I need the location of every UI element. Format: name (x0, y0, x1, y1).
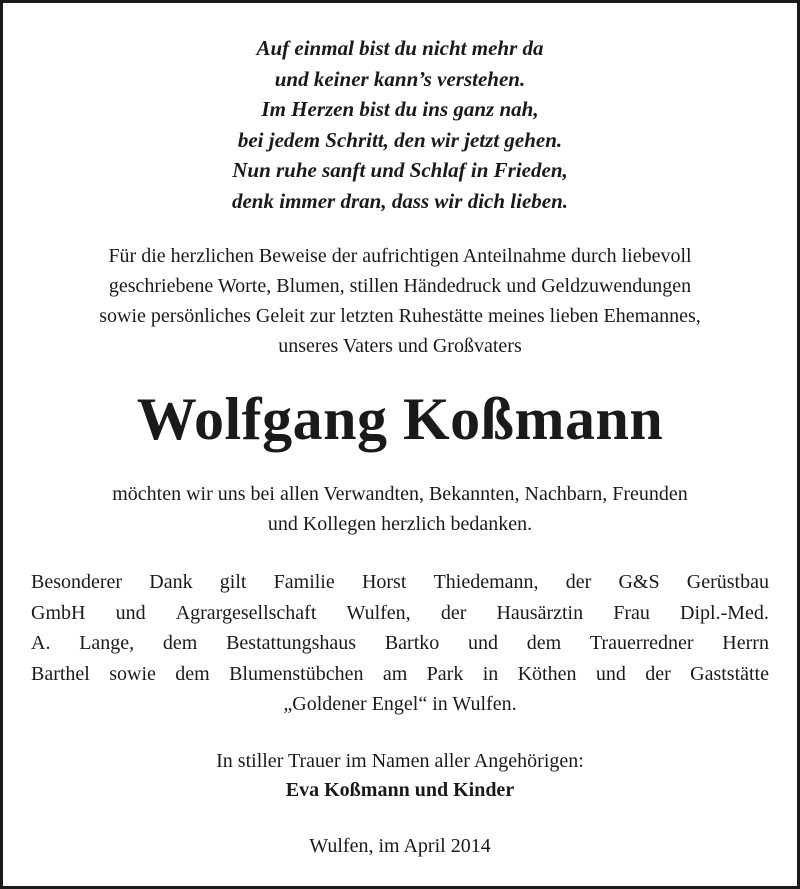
intro-line: Für die herzlichen Beweise der aufrichtigen Anteilnahme durch liebevoll (108, 245, 692, 267)
word: Wulfen, (346, 601, 411, 624)
signature: Eva Koßmann und Kinder (285, 779, 515, 801)
word: Trauerredner (589, 632, 694, 654)
word: A. (31, 632, 51, 654)
special-thanks (31, 567, 769, 720)
poem (3, 33, 797, 216)
word: Thiedemann, (433, 571, 539, 593)
mourning-line: In stiller Trauer im Namen aller Angehörigen: (216, 750, 584, 772)
special-line (31, 659, 769, 690)
word: Familie (273, 571, 335, 593)
word: Köthen (517, 662, 577, 685)
deceased-name: Wolfgang Koßmann (136, 386, 664, 452)
special-line (31, 598, 769, 629)
word: Besonderer (31, 571, 123, 593)
intro-line: sowie persönliches Geleit zur letzten Ruhestätte meines lieben Ehemannes, (99, 305, 701, 327)
word: Gerüstbau (686, 571, 769, 593)
word: Blumenstübchen (229, 662, 364, 685)
special-line (31, 628, 769, 659)
word: und (467, 632, 498, 654)
word: Park (426, 662, 464, 685)
word: und (115, 601, 146, 624)
poem-line: bei jedem Schritt, den wir jetzt gehen. (237, 127, 563, 152)
word: der (440, 601, 467, 624)
word: in (482, 662, 499, 685)
thanks-line: möchten wir uns bei allen Verwandten, Bekannten, Nachbarn, Freunden (112, 483, 688, 505)
poem-line: denk immer dran, dass wir dich lieben. (231, 188, 569, 213)
word: gilt (219, 571, 247, 593)
word: dem (162, 632, 198, 654)
word: dem (175, 662, 210, 685)
thanks-text (3, 479, 797, 539)
poem-line: Auf einmal bist du nicht mehr da (256, 36, 544, 60)
word: Lange, (79, 632, 135, 654)
word: Dipl.-Med. (680, 601, 769, 624)
thanks-line: und Kollegen herzlich bedanken. (267, 513, 533, 535)
word: Bestattungshaus (226, 632, 357, 654)
word: sowie (109, 662, 156, 685)
word: Herrn (722, 632, 769, 654)
word: GmbH (31, 601, 86, 624)
word: G&S (618, 571, 660, 593)
word: am (382, 662, 408, 685)
mourning-block (3, 747, 797, 805)
special-line-last: „Goldener Engel“ in Wulfen. (283, 693, 517, 715)
place-date: Wulfen, im April 2014 (309, 835, 491, 857)
word: Frau (613, 601, 650, 624)
word: Barthel (31, 662, 90, 685)
word: der (645, 662, 671, 685)
word: der (565, 571, 592, 593)
poem-line: Im Herzen bist du ins ganz nah, (261, 97, 539, 121)
word: Dank (149, 571, 193, 593)
intro-line: unseres Vaters und Großvaters (278, 335, 522, 357)
poem-line: Nun ruhe sanft und Schlaf in Frieden, (232, 158, 568, 182)
special-line (31, 567, 769, 598)
poem-line: und keiner kann’s verstehen. (274, 66, 526, 91)
word: Agrargesellschaft (175, 601, 317, 624)
word: Gaststätte (690, 662, 769, 685)
word: und (595, 662, 626, 685)
word: Horst (361, 571, 407, 593)
word: Hausärztin (496, 601, 584, 624)
intro-text (3, 241, 797, 361)
intro-line: geschriebene Worte, Blumen, stillen Händedruck und Geldzuwendungen (108, 275, 692, 297)
word: dem (526, 632, 562, 654)
word: Bartko (384, 632, 440, 654)
